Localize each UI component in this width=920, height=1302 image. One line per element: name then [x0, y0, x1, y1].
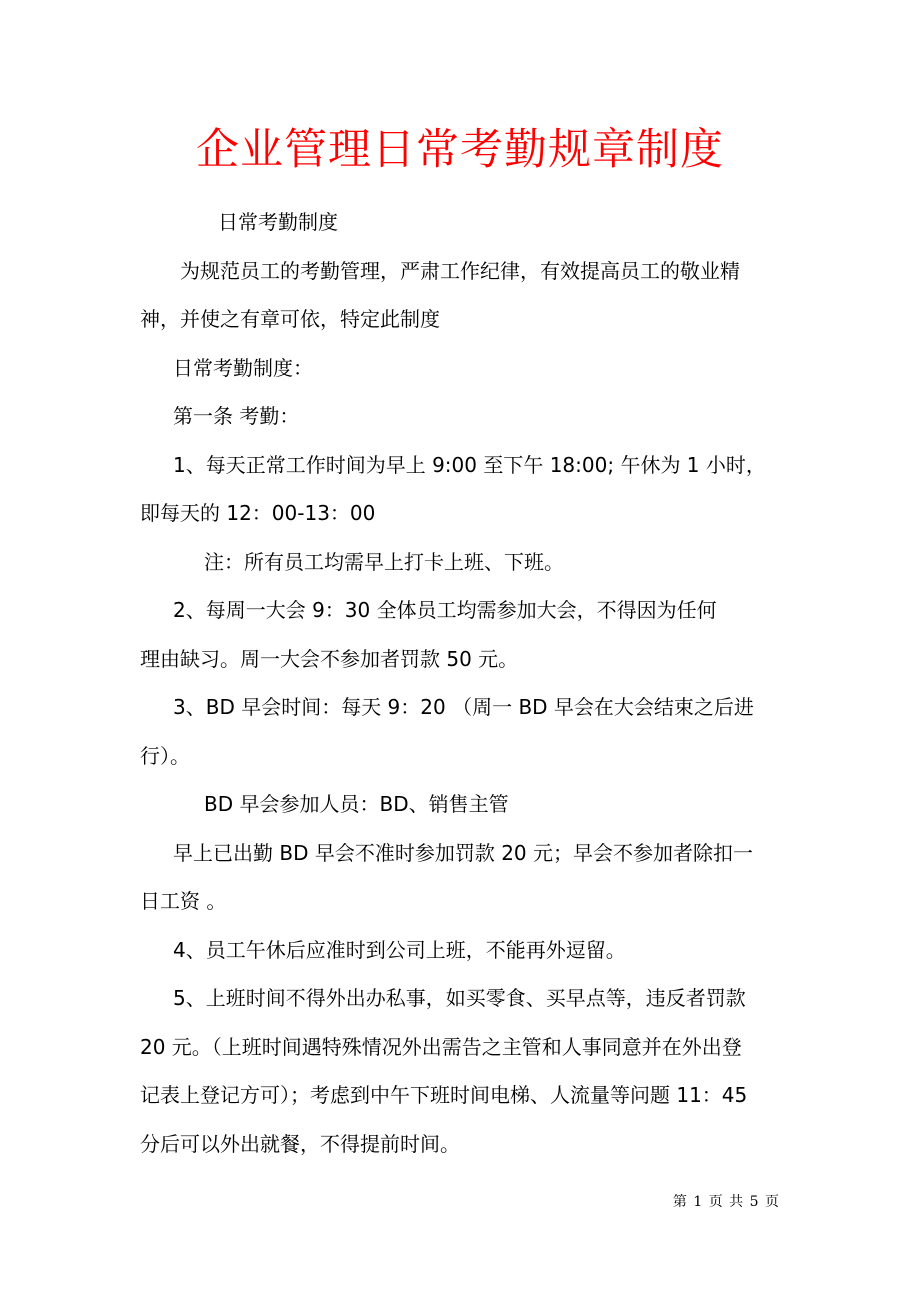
paragraph-line: 行）。 [140, 743, 190, 768]
paragraph-line: 3、BD 早会时间：每天 9：20 （周一 BD 早会在大会结束之后进 [173, 695, 754, 719]
paragraph-line: 第一条 考勤： [173, 404, 300, 428]
paragraph-line: 分后可以外出就餐，不得提前时间。 [140, 1131, 460, 1156]
paragraph-line: 20 元。（上班时间遇特殊情况外出需告之主管和人事同意并在外出登 [140, 1034, 742, 1059]
paragraph-line: 1、每天正常工作时间为早上 9:00 至下午 18:00; 午休为 1 小时， [173, 452, 766, 477]
paragraph-line: 理由缺习。周一大会不参加者罚款 50 元。 [140, 646, 519, 671]
paragraph-line: 5、上班时间不得外出办私事，如买零食、买早点等，违反者罚款 [173, 986, 746, 1010]
paragraph-line: 日常考勤制度： [173, 355, 313, 380]
paragraph-line: 记表上登记方可）；考虑到中午下班时间电梯、人流量等问题 11：45 [140, 1083, 748, 1107]
paragraph-line: 日常考勤制度 [218, 210, 338, 234]
page-number: 第 1 页 共 5 页 [672, 1194, 780, 1210]
paragraph-line: 神，并使之有章可依，特定此制度 [140, 307, 440, 331]
paragraph-line: 即每天的 12：00-13：00 [140, 501, 376, 525]
paragraph-line: BD 早会参加人员：BD、销售主管 [204, 792, 509, 816]
paragraph-line: 2、每周一大会 9：30 全体员工均需参加大会，不得因为任何 [173, 598, 717, 622]
document-title: 企业管理日常考勤规章制度 [196, 125, 724, 175]
document-body [140, 198, 780, 1168]
paragraph-line: 日工资 。 [140, 889, 227, 913]
paragraph-line: 注：所有员工均需早上打卡上班、下班。 [204, 549, 564, 574]
paragraph-line: 为规范员工的考勤管理，严肃工作纪律，有效提高员工的敬业精 [180, 258, 740, 283]
paragraph-line: 4、员工午休后应准时到公司上班，不能再外逗留。 [173, 937, 626, 962]
paragraph-line: 早上已出勤 BD 早会不准时参加罚款 20 元；早会不参加者除扣一 [173, 840, 753, 865]
